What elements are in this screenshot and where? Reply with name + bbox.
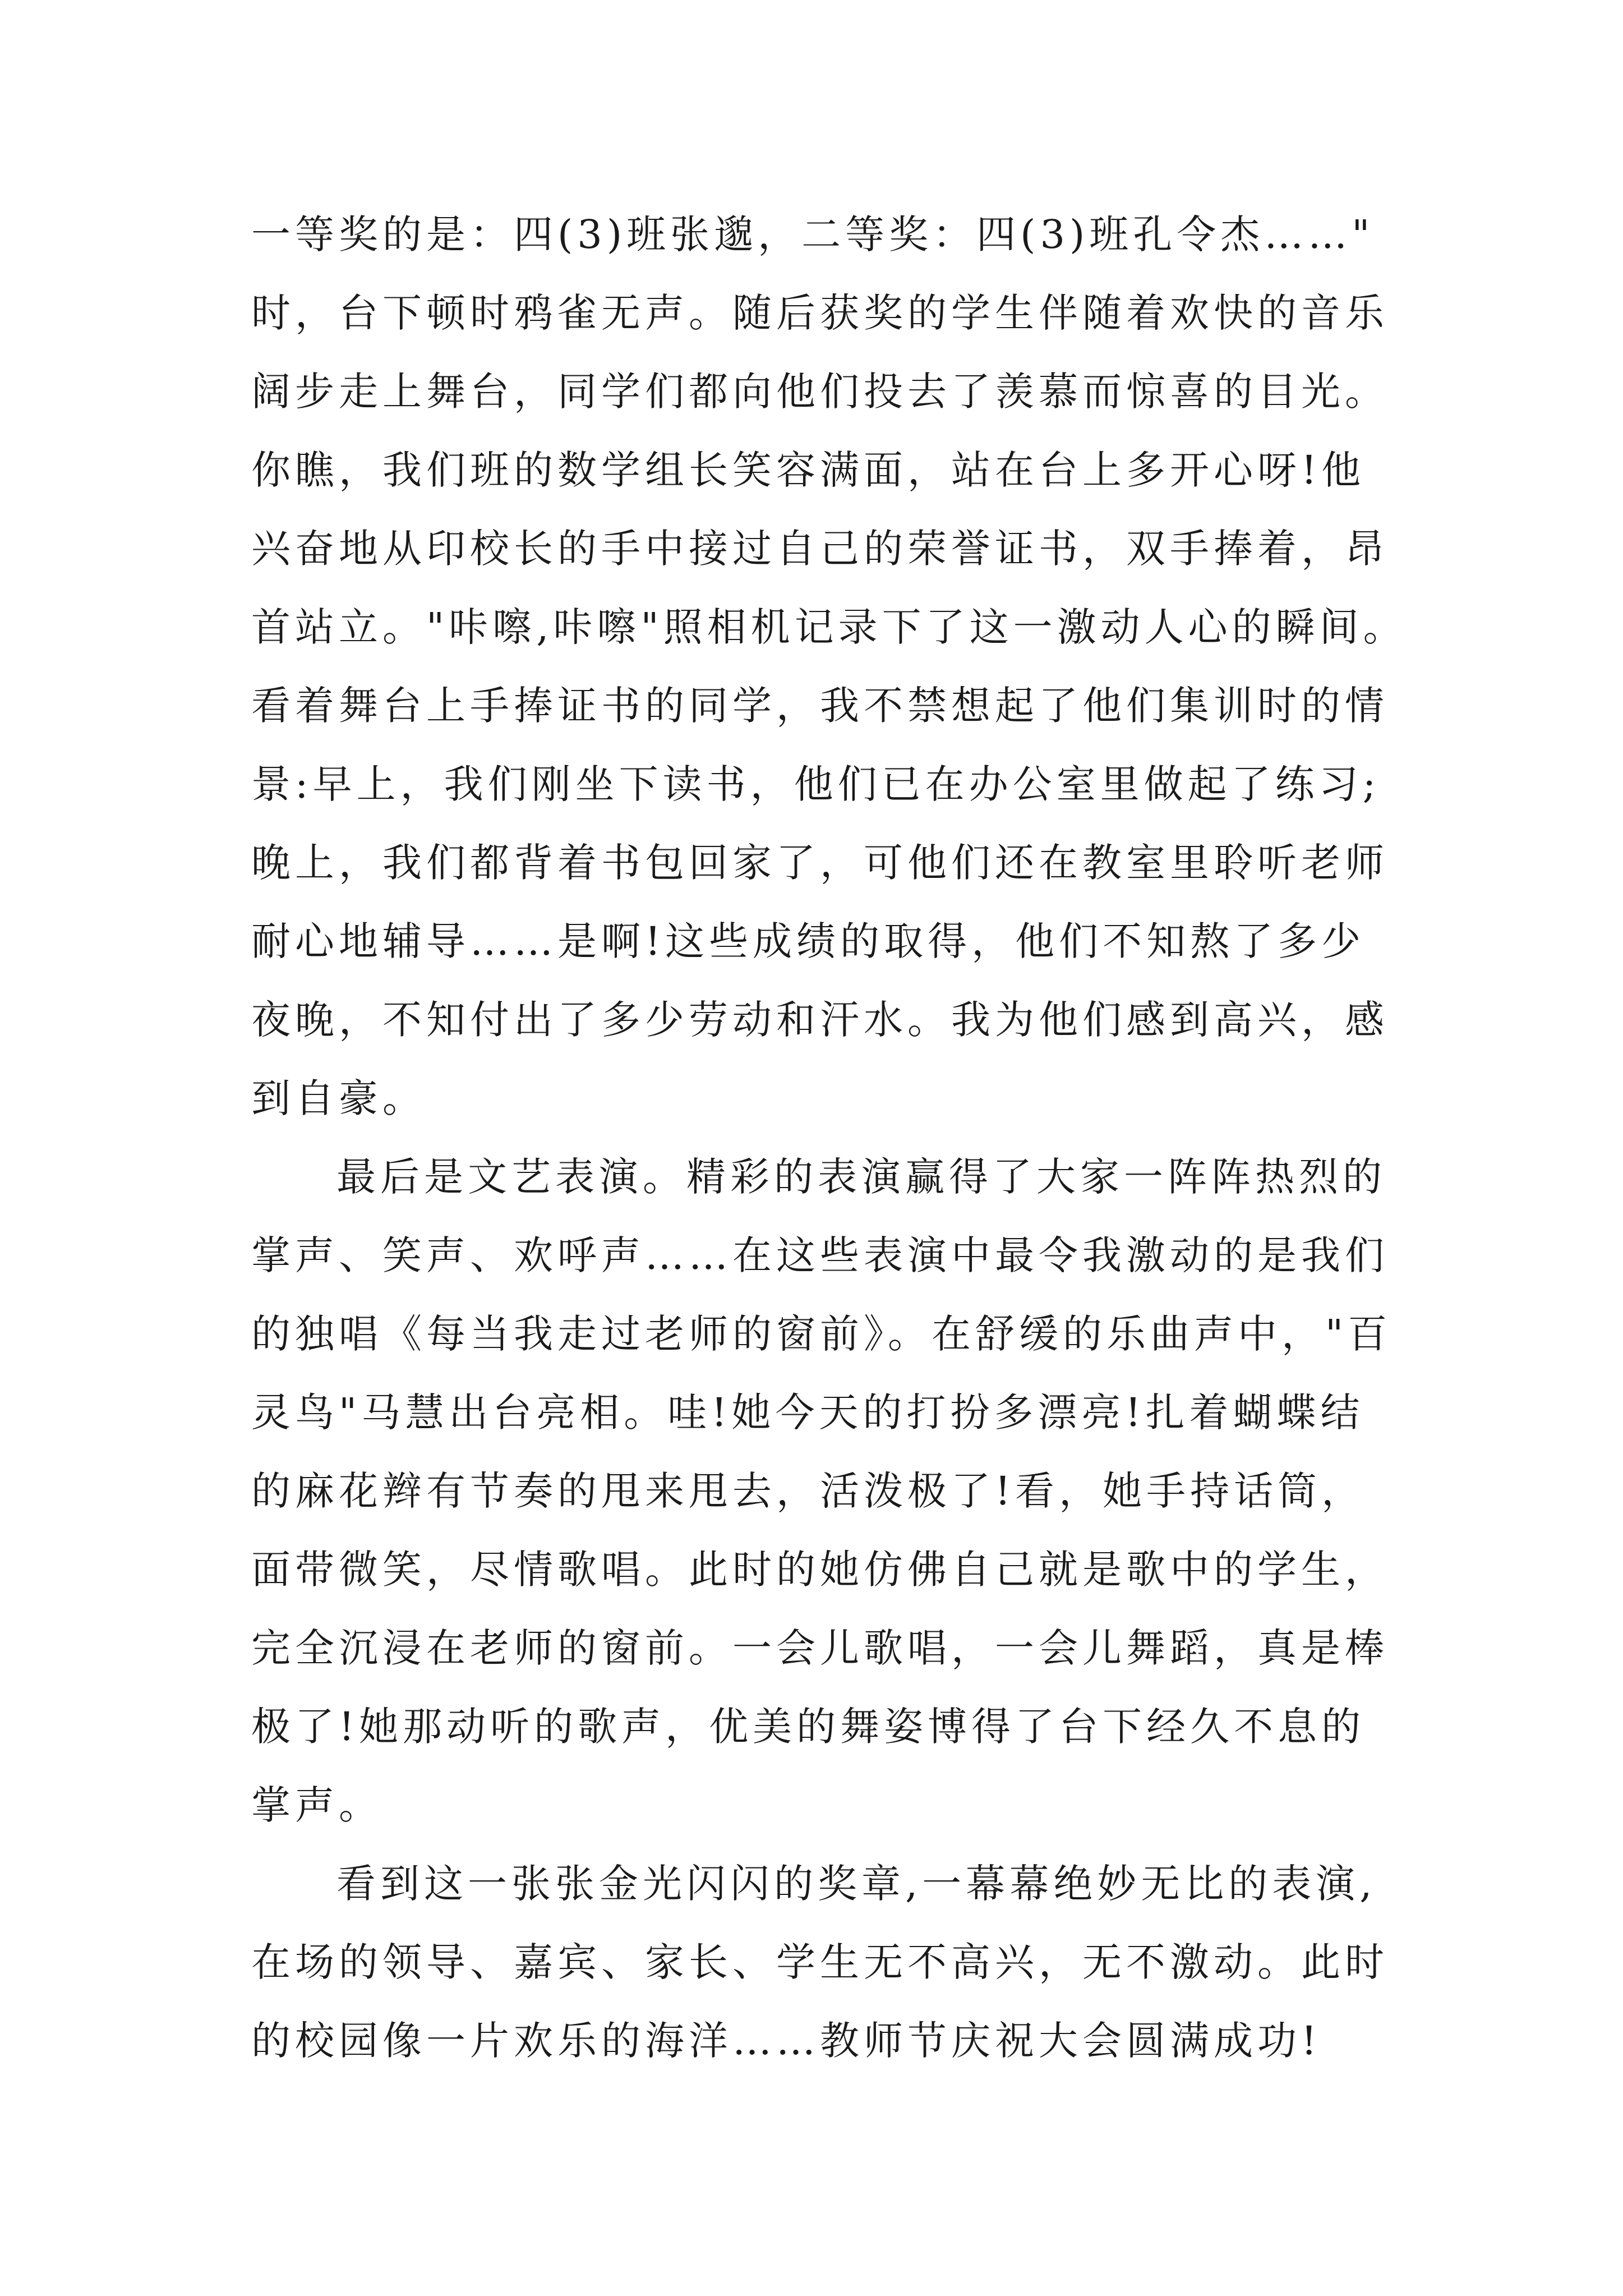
- text-line: 景:早上，我们刚坐下读书，他们已在办公室里做起了练习;: [251, 761, 1381, 807]
- text-line: 掌声、笑声、欢呼声……在这些表演中最令我激动的是我们: [251, 1232, 1389, 1278]
- text-line: 的校园像一片欢乐的海洋……教师节庆祝大会圆满成功!: [251, 2018, 1322, 2064]
- text-line: 完全沉浸在老师的窗前。一会儿歌唱，一会儿舞蹈，真是棒: [251, 1625, 1389, 1671]
- text-line: 灵鸟"马慧出台亮相。哇!她今天的打扮多漂亮!扎着蝴蝶结: [251, 1389, 1364, 1435]
- text-line: 阔步走上舞台，同学们都向他们投去了羡慕而惊喜的目光。: [251, 369, 1389, 415]
- text-line: 的麻花辫有节奏的甩来甩去，活泼极了!看，她手持话筒，: [251, 1468, 1366, 1514]
- text-line: 一等奖的是：四(3)班张邈，二等奖：四(3)班孔令杰……": [251, 211, 1375, 257]
- text-line: 到自豪。: [251, 1075, 426, 1121]
- text-line: 你瞧，我们班的数学组长笑容满面，站在台上多开心呀!他: [251, 447, 1366, 493]
- paragraph-first-line: 最后是文艺表演。精彩的表演赢得了大家一阵阵热烈的: [336, 1154, 1386, 1200]
- text-line: 夜晚，不知付出了多少劳动和汗水。我为他们感到高兴，感: [251, 997, 1389, 1043]
- paragraph-first-line: 看到这一张张金光闪闪的奖章,一幕幕绝妙无比的表演,: [336, 1861, 1377, 1907]
- text-line: 兴奋地从印校长的手中接过自己的荣誉证书，双手捧着，昂: [251, 526, 1389, 572]
- text-line: 的独唱《每当我走过老师的窗前》。在舒缓的乐曲声中，"百: [251, 1311, 1392, 1357]
- text-line: 耐心地辅导……是啊!这些成绩的取得，他们不知熬了多少: [251, 918, 1366, 964]
- text-line: 面带微笑，尽情歌唱。此时的她仿佛自己就是歌中的学生，: [251, 1547, 1389, 1593]
- text-line: 在场的领导、嘉宾、家长、学生无不高兴，无不激动。此时: [251, 1939, 1389, 1985]
- text-line: 极了!她那动听的歌声，优美的舞姿博得了台下经久不息的: [251, 1704, 1366, 1750]
- text-line: 晚上，我们都背着书包回家了，可他们还在教室里聆听老师: [251, 840, 1389, 886]
- text-line: 看着舞台上手捧证书的同学，我不禁想起了他们集训时的情: [251, 683, 1389, 729]
- text-line: 时，台下顿时鸦雀无声。随后获奖的学生伴随着欢快的音乐: [251, 290, 1389, 336]
- text-line: 首站立。"咔嚓,咔嚓"照相机记录下了这一激动人心的瞬间。: [251, 604, 1407, 650]
- text-line: 掌声。: [251, 1782, 382, 1828]
